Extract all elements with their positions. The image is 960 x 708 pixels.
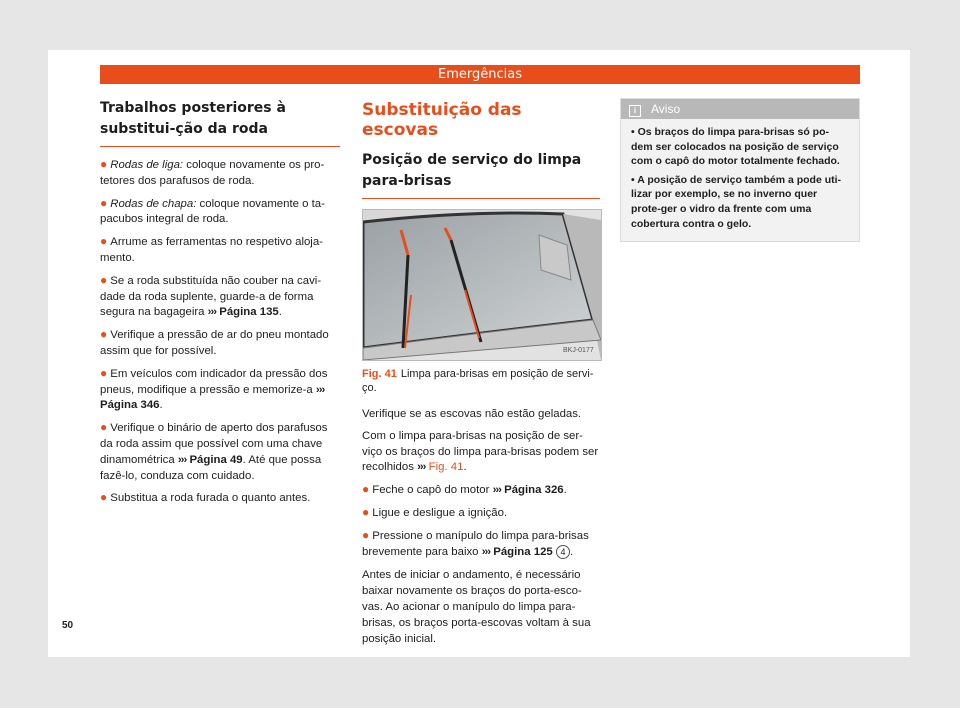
info-icon: i	[629, 105, 641, 117]
aviso-box	[620, 98, 860, 242]
aviso-bullet: •	[631, 173, 638, 186]
callout-number-badge: 4	[556, 545, 570, 559]
paragraph-2-tail: .	[463, 461, 467, 474]
left-bullet-item	[100, 234, 340, 267]
left-column	[100, 98, 340, 513]
bullet-dot: ●	[100, 420, 108, 435]
ref-arrows: ›››	[315, 383, 325, 396]
chapter-header: Emergências	[100, 65, 860, 84]
bullet-text: Substitua a roda furada o quanto antes.	[110, 492, 311, 505]
aviso-bullet: •	[631, 126, 638, 138]
left-heading: Trabalhos posteriores à substitui-ção da roda	[100, 100, 286, 137]
ref-arrows: ›››	[492, 484, 501, 497]
middle-bullet-list	[362, 482, 600, 560]
aviso-item-text: A posição de serviço também a pode uti-lizar por exemplo, se no inverno quer prote-ger o vidro da frente com uma cobertura contra o gelo.	[631, 173, 842, 230]
ref-arrows: ›››	[481, 545, 491, 558]
aviso-title: Aviso	[651, 102, 681, 116]
left-bullet-item	[100, 196, 340, 229]
paragraph-3: Antes de iniciar o andamento, é necessário baixar novamente os braços do porta-esco-vas. Ao acionar o manípulo do limpa para-brisas, os braços porta-escovas voltam à sua posição inicial.	[362, 569, 591, 645]
wiper-figure	[362, 209, 602, 361]
page-reference-link[interactable]: Página 346	[100, 399, 160, 412]
ref-arrows: ›››	[177, 453, 187, 466]
figure-caption-text: Limpa para-brisas em posição de servi-ço.	[362, 368, 594, 394]
bullet-tail: .	[159, 399, 163, 412]
left-bullet-item	[100, 420, 340, 484]
left-bullet-item	[100, 327, 340, 360]
ref-arrows: ›››	[207, 306, 217, 319]
bullet-tail: .	[563, 484, 567, 497]
bullet-text: Feche o capô do motor	[372, 484, 493, 497]
bullet-text: Verifique a pressão de ar do pneu montado assim que for possível.	[100, 329, 329, 357]
bullet-text: Pressione o manípulo do limpa para-brisas brevemente para baixo	[362, 529, 589, 558]
aviso-item-text: Os braços do limpa para-brisas só po-dem ser colocados na posição de serviço com o capô do motor totalmente fechado.	[631, 126, 840, 168]
bullet-text: Verifique o binário de aperto dos parafusos da roda assim que possível com uma chave dinamométrica	[100, 422, 328, 466]
bullet-dot: ●	[362, 527, 370, 542]
bullet-dot: ●	[100, 490, 108, 505]
left-bullet-item	[100, 366, 340, 414]
bullet-text: Arrume as ferramentas no respetivo aloja-mento.	[100, 236, 323, 264]
bullet-tail: . Até que possa fazê-lo, conduza com cuidado.	[100, 453, 322, 482]
left-bullet-item	[100, 157, 340, 190]
bullet-dot: ●	[100, 272, 108, 287]
page-number: 50	[62, 620, 74, 631]
left-bullet-list	[100, 157, 340, 507]
left-bullet-item	[100, 490, 340, 507]
bullet-dot: ●	[362, 504, 370, 519]
bullet-lead: Rodas de chapa:	[110, 197, 197, 210]
bullet-text: coloque novamente o ta-pacubos integral de roda.	[100, 197, 325, 226]
ref-arrows: ›››	[417, 461, 426, 474]
bullet-dot: ●	[100, 195, 108, 210]
page-reference-link[interactable]: Página 135	[219, 306, 279, 319]
paragraph-1: Verifique se as escovas não estão geladas.	[362, 408, 582, 420]
bullet-text: Se a roda substituída não couber na cavi-dade da roda suplente, guarde-a de forma segura na bagageira	[100, 274, 322, 319]
page-reference-link[interactable]: Página 326	[504, 484, 564, 497]
left-bullet-item	[100, 273, 340, 321]
middle-bullet-item	[362, 528, 600, 561]
right-column	[620, 98, 860, 242]
bullet-tail: .	[569, 545, 574, 558]
middle-bullet-item	[362, 505, 600, 522]
figure-label: Fig. 41	[362, 368, 397, 380]
wiper-illustration	[363, 210, 601, 360]
fig-reference-link[interactable]: Fig. 41	[428, 461, 464, 474]
bullet-dot: ●	[100, 327, 108, 342]
bullet-dot: ●	[362, 482, 370, 497]
aviso-item	[631, 125, 849, 169]
section-title: Substituição das escovas	[362, 100, 522, 140]
left-heading-wrap	[100, 98, 340, 147]
bullet-text: coloque novamente os pro-tetores dos parafusos de roda.	[100, 159, 325, 187]
middle-subheading: Posição de serviço do limpa para-brisas	[362, 152, 582, 189]
bullet-lead: Rodas de liga:	[110, 159, 184, 171]
bullet-text: Em veículos com indicador da pressão dos pneus, modifique a pressão e memorize-a	[100, 367, 328, 396]
bullet-dot: ●	[100, 365, 108, 380]
aviso-item	[631, 173, 849, 231]
paragraph-2-text: Com o limpa para-brisas na posição de ser-viço os braços do limpa para-brisas podem ser recolhidos	[362, 429, 599, 474]
bullet-dot: ●	[100, 157, 108, 171]
middle-heading-wrap	[362, 150, 600, 199]
aviso-header	[621, 99, 859, 119]
figure-code: BKJ-0177	[563, 347, 594, 354]
bullet-dot: ●	[100, 234, 108, 249]
page-reference-link[interactable]: Página 125	[493, 545, 553, 558]
page-reference-link[interactable]: Página 49	[189, 453, 243, 466]
bullet-text: Ligue e desligue a ignição.	[372, 506, 508, 519]
middle-bullet-item	[362, 482, 600, 499]
bullet-tail: .	[278, 306, 282, 319]
middle-column	[362, 98, 600, 653]
paragraph-2	[362, 429, 600, 476]
aviso-body	[621, 119, 859, 241]
figure-caption	[362, 367, 600, 395]
